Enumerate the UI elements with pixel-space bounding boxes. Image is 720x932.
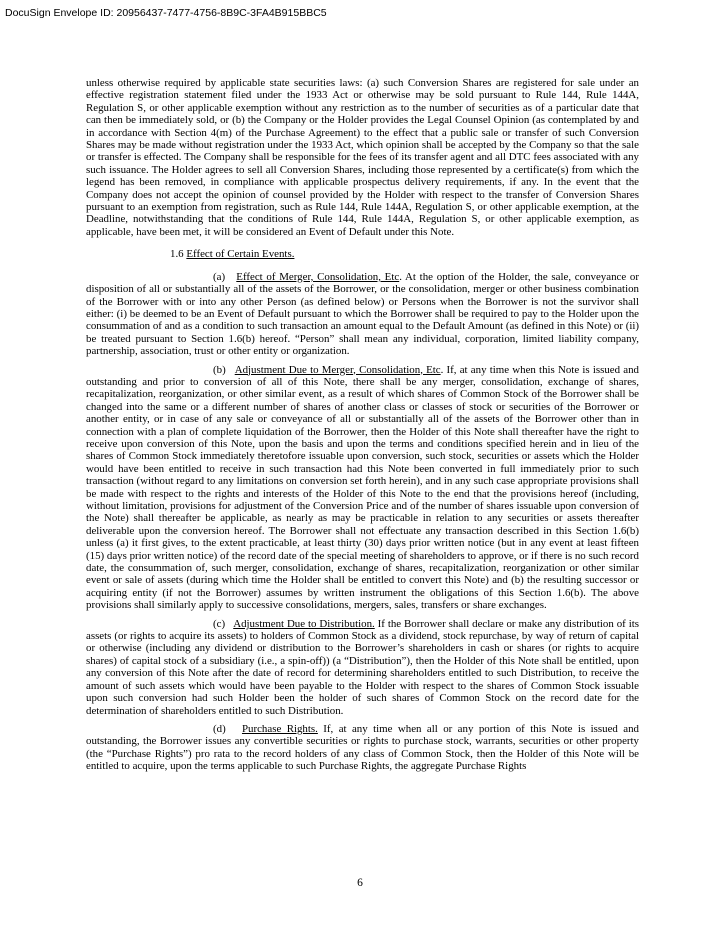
envelope-id: DocuSign Envelope ID: 20956437-7477-4756-8B9C-3FA4B915BBC5 [5, 7, 327, 19]
document-page [86, 77, 639, 773]
paragraph-heading: Adjustment Due to Merger, Consolidation, Etc [234, 363, 441, 376]
paragraph-c [86, 618, 639, 717]
section-heading [86, 248, 639, 260]
paragraph-heading: Adjustment Due to Distribution. [233, 617, 375, 630]
intro-paragraph: unless otherwise required by applicable state securities laws: (a) such Conversion Shares are registered for sale under an effective registration statement filed under the 1933 Act or otherwise may be sold pursuant to Rule 144, Rule 144A, Regulation S, or other applicable exemption without any restriction as to the number of securities as of a particular date that can then be immediately sold, or (b) the Company or the Holder provides the Legal Counsel Opinion (as contemplated by and in accordance with Section 4(m) of the Purchase Agreement) to the effect that a public sale or transfer of such Conversion Shares may be made without registration under the 1933 Act, which opinion shall be accepted by the Company so that the sale or transfer is effected. The Company shall be responsible for the fees of its transfer agent and all DTC fees associated with any such issuance. The Holder agrees to sell all Conversion Shares, including those represented by a certificate(s) from which the legend has been removed, in compliance with applicable prospectus delivery requirements, if any. In the event that the Company does not accept the opinion of counsel provided by the Holder with respect to the transfer of Conversion Shares pursuant to an exemption from registration, such as Rule 144, Rule 144A, Regulation S, or other applicable exemption, at the Deadline, notwithstanding that the conditions of Rule 144, Rule 144A, Regulation S, or other applicable exemption, as applicable, have been met, it will be considered an Event of Default under this Note. [86, 77, 639, 238]
page-number: 6 [357, 877, 363, 889]
section-number: 1.6 [170, 248, 184, 261]
paragraph-text: If, at any time when all or any portion of this Note is issued and outstanding, the Borrower issues any convertible securities or rights to purchase stock, warrants, securities or other property (the “Purchase Rights”) pro rata to the record holders of any class of Common Stock, then the Holder of this Note will be entitled to acquire, upon the terms applicable to such Purchase Rights, the aggregate Purchase Rights [86, 722, 639, 773]
paragraph-text: . If, at any time when this Note is issued and outstanding and prior to conversion of all of this Note, there shall be any merger, consolidation, exchange of shares, recapitalization, reorganization, or other similar event, as a result of which shares of Common Stock of the Borrower shall be changed into the same or a different number of shares of another class or classes of stock or securities of the Borrower or another entity, or in case of any sale or conveyance of all or substantially all of the assets of the Borrower other than in connection with a plan of complete liquidation of the Borrower, then the Holder of this Note shall thereafter have the right to receive upon conversion of this Note, upon the basis and upon the terms and conditions specified herein and in lieu of the shares of Common Stock immediately theretofore issuable upon conversion, such stock, securities or assets which the Holder would have been entitled to receive in such transaction had this Note been converted in full immediately prior to such transaction (without regard to any limitations on conversion set forth herein), and in any such case appropriate provisions shall be made with respect to the rights and interests of the Holder of this Note to the end that the provisions hereof (including, without limitation, provisions for adjustment of the Conversion Price and of the number of shares issuable upon conversion of the Note) shall thereafter be applicable, as nearly as may be practicable in relation to any securities or assets thereafter deliverable upon the conversion hereof. The Borrower shall not effectuate any transaction described in this Section 1.6(b) unless (a) it first gives, to the extent practicable, at least thirty (30) days prior written notice (but in any event at least fifteen (15) days prior written notice) of the record date of the special meeting of shareholders to approve, or if there is no such record date, the consummation of, such merger, consolidation, exchange of shares, recapitalization, reorganization or other similar event or sale of assets (during which time the Holder shall be entitled to convert this Note) and (b) the resulting successor or acquiring entity (if not the Borrower) assumes by written instrument the obligations of this Section 1.6(b). The above provisions shall similarly apply to successive consolidations, mergers, sales, transfers or share exchanges. [86, 363, 639, 612]
paragraph-marker: (c) [213, 617, 226, 630]
paragraph-marker: (b) [213, 363, 226, 376]
paragraph-heading: Effect of Merger, Consolidation, Etc [236, 270, 400, 283]
paragraph-b [86, 364, 639, 612]
paragraph-d [86, 723, 639, 773]
paragraph-heading: Purchase Rights. [241, 722, 318, 735]
paragraph-a [86, 271, 639, 358]
section-title: Effect of Certain Events. [186, 248, 295, 261]
paragraph-marker: (a) [213, 270, 226, 283]
paragraph-text: If the Borrower shall declare or make any distribution of its assets (or rights to acquire its assets) to holders of Common Stock as a dividend, stock repurchase, by way of return of capital or otherwise (including any dividend or distribution to the Borrower’s shareholders in cash or shares (or rights to acquire shares) of capital stock of a subsidiary (i.e., a spin-off)) (a “Distribution”), then the Holder of this Note shall be entitled, upon any conversion of this Note after the date of record for determining shareholders entitled to such Distribution, to receive the amount of such assets which would have been payable to the Holder with respect to the shares of Common Stock issuable upon such conversion had such Holder been the holder of such shares of Common Stock on the record date for the determination of shareholders entitled to such Distribution. [86, 617, 639, 717]
paragraph-text: . At the option of the Holder, the sale, conveyance or disposition of all or substantially all of the assets of the Borrower, or the consolidation, merger or other business combination of the Borrower with or into any other Person (as defined below) or Persons when the Borrower is not the survivor shall either: (i) be deemed to be an Event of Default pursuant to which the Borrower shall be required to pay to the Holder upon the consummation of and as a condition to such transaction an amount equal to the Default Amount (as defined in this Note) or (ii) be treated pursuant to Section 1.6(b) hereof. “Person” shall mean any individual, corporation, limited liability company, partnership, association, trust or other entity or organization. [86, 270, 639, 358]
paragraph-marker: (d) [213, 722, 226, 735]
